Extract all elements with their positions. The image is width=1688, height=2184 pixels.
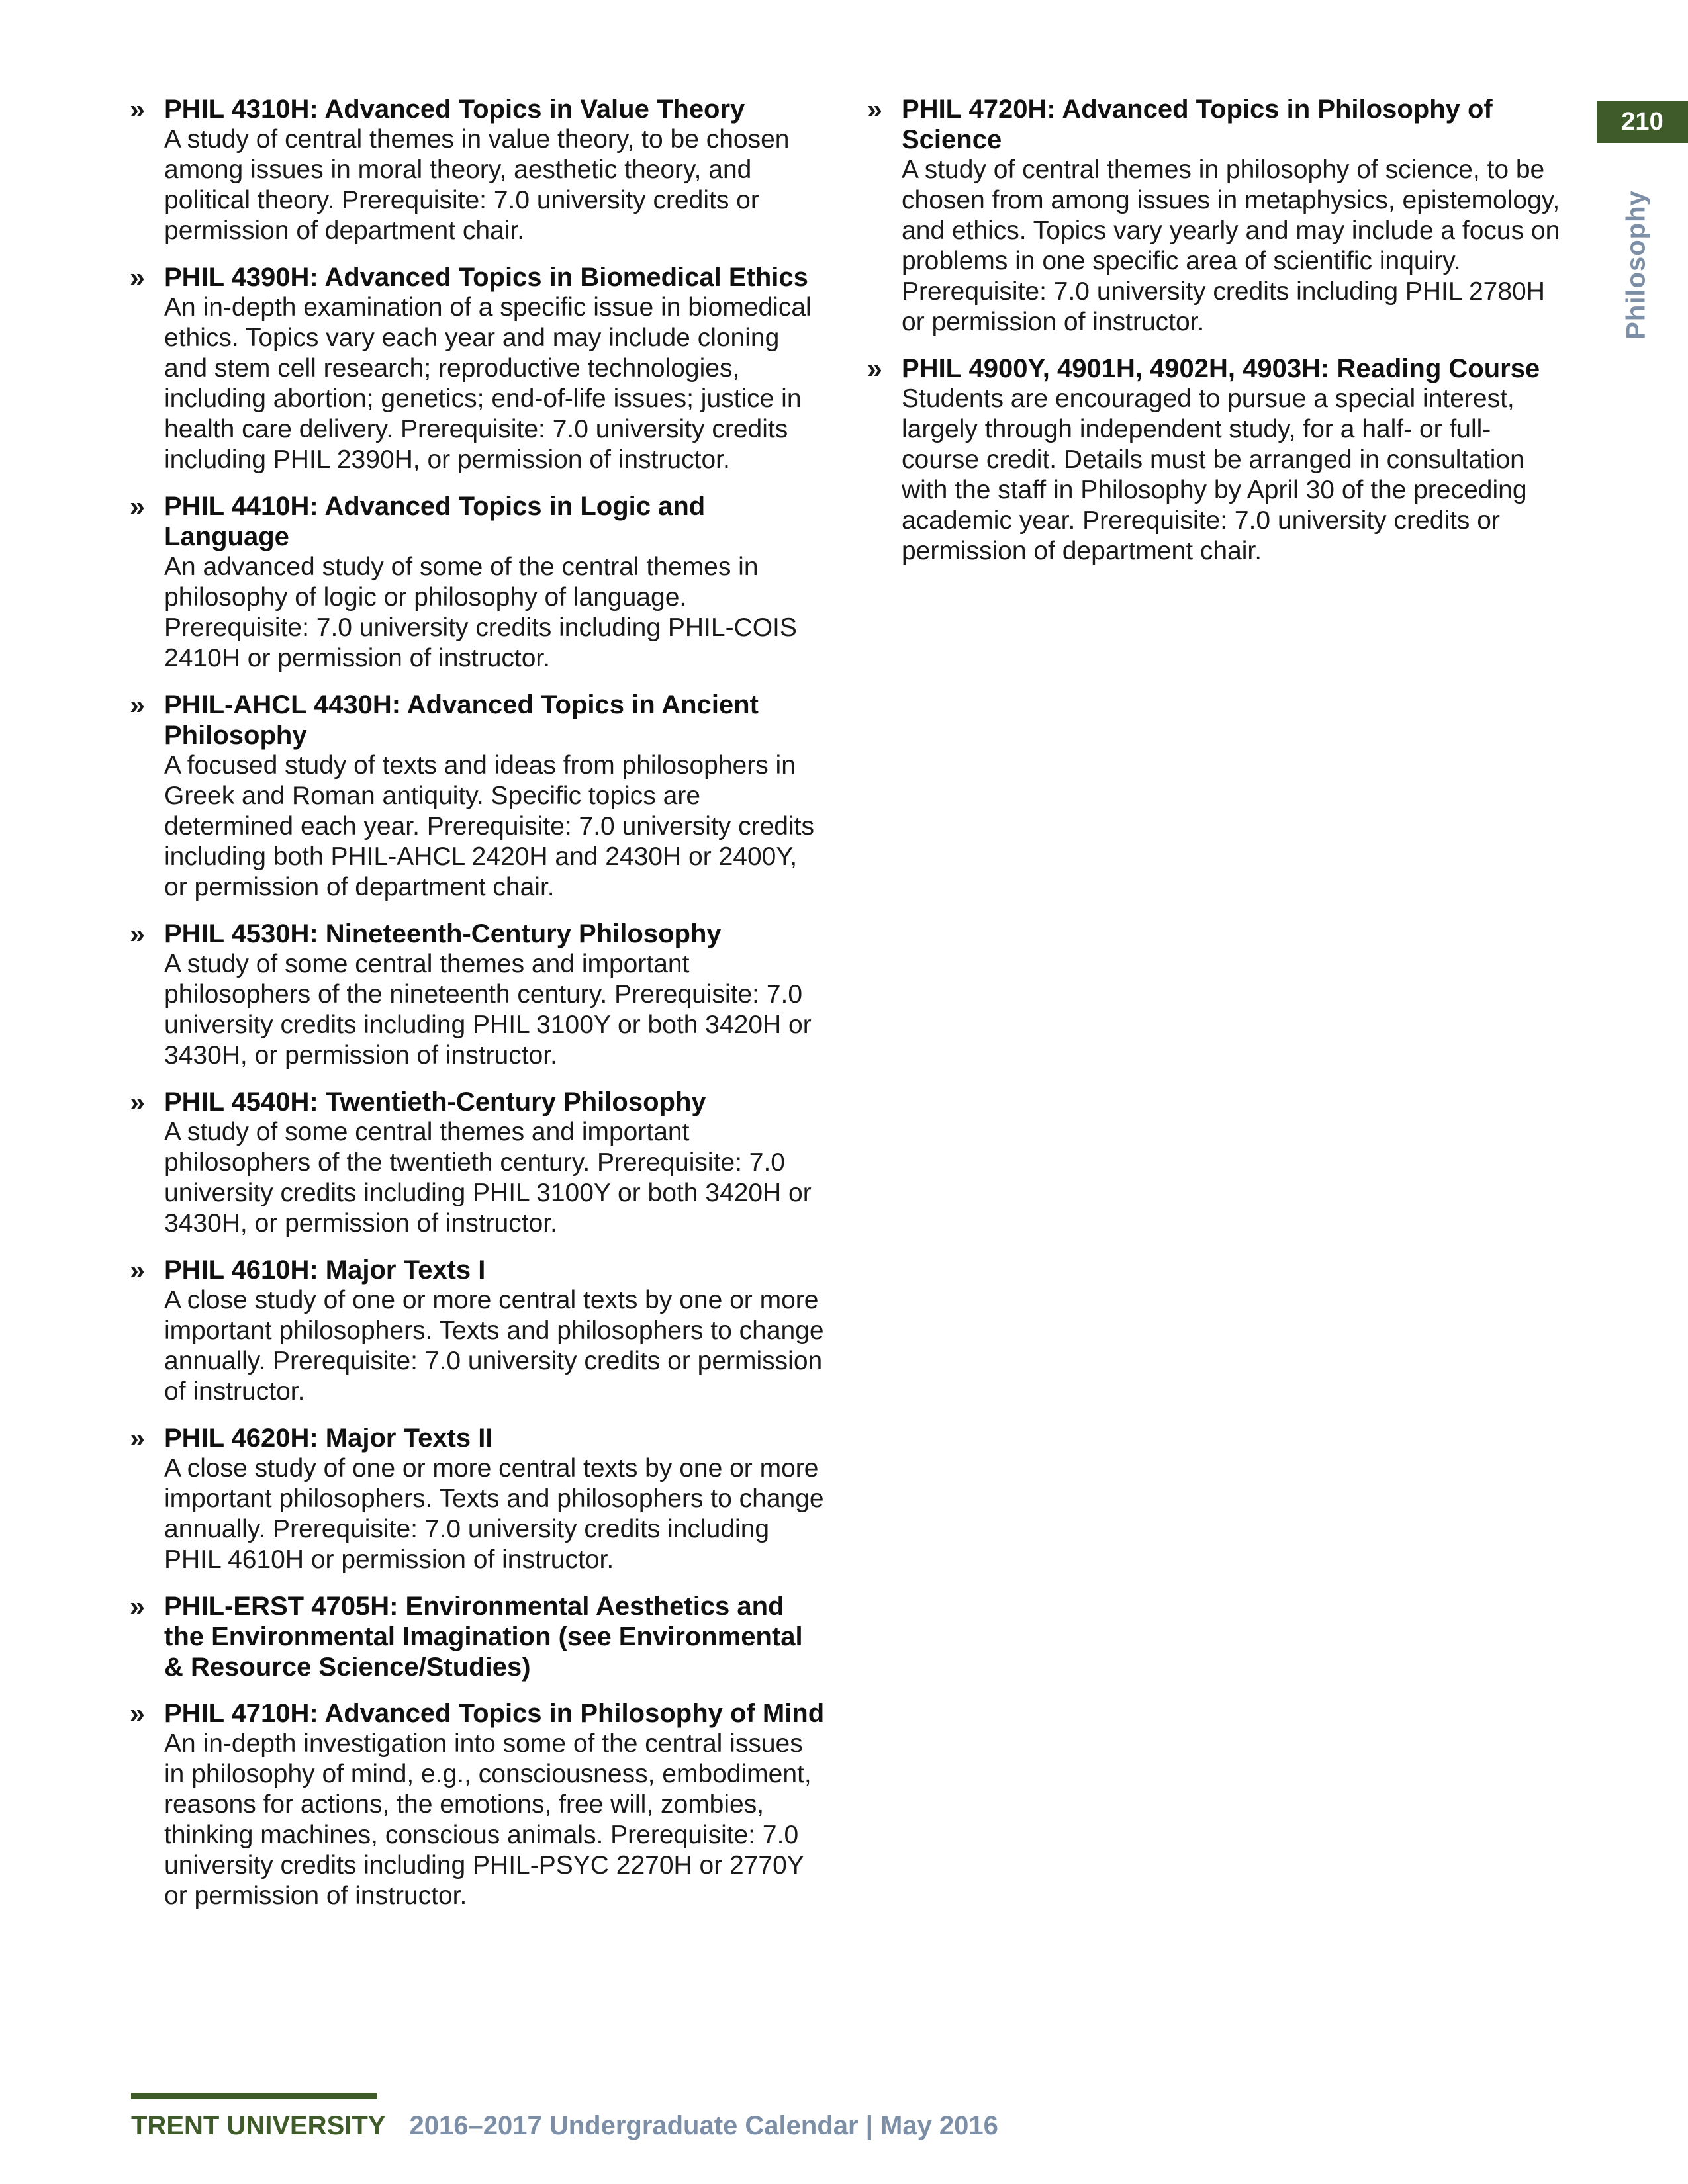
course-description: A study of central themes in philosophy of science, to be chosen from among issues in metaphysics, epistemology, and ethics. Topics vary yearly and may include a focus on problems in one specific area of scientific inquiry. Prerequisite: 7.0 university credits including PHIL 2780H or permission of instructor. [902,156,1560,336]
course-entry [130,1698,825,1911]
course-title: PHIL 4410H: Advanced Topics in Logic and Language [164,492,706,551]
course-description: A focused study of texts and ideas from philosophers in Greek and Roman antiquity. Specific topics are determined each year. Prerequisite: 7.0 university credits including both PHIL-AHCL 2420H and 2430H or 2400Y, or permission of department chair. [164,751,814,901]
course-entry [867,353,1562,567]
bullet-marker: » [867,94,882,124]
course-description: A study of some central themes and important philosophers of the twentieth century. Prerequisite: 7.0 university credits including PHIL 3100Y or both 3420H or 3430H, or permission of instructor. [164,1118,812,1238]
course-description: Students are encouraged to pursue a special interest, largely through independent study, for a half- or full-course credit. Details must be arranged in consultation with the staff in Philosophy by April 30 of the preceding academic year. Prerequisite: 7.0 university credits or permission of department chair. [902,385,1527,565]
bullet-marker: » [130,919,145,949]
footer-rule [131,2093,377,2099]
bullet-marker: » [130,1423,145,1453]
bullet-marker: » [130,262,145,293]
course-title: PHIL 4620H: Major Texts II [164,1424,493,1453]
course-title: PHIL 4310H: Advanced Topics in Value Theory [164,95,745,124]
course-title: PHIL 4710H: Advanced Topics in Philosophy of Mind [164,1699,825,1728]
bullet-marker: » [130,94,145,124]
bullet-marker: » [130,690,145,720]
course-description: A close study of one or more central texts by one or more important philosophers. Texts and philosophers to change annually. Prerequisite: 7.0 university credits or permission of instructor. [164,1286,824,1406]
course-title: PHIL 4720H: Advanced Topics in Philosophy of Science [902,95,1493,154]
right-column [867,94,1562,582]
footer-calendar-title: 2016–2017 Undergraduate Calendar | May 2016 [409,2111,998,2140]
bullet-marker: » [130,1087,145,1117]
footer-university-name: TRENT UNIVERSITY [131,2111,386,2140]
left-column [130,94,825,1927]
course-entry [130,690,825,903]
course-description: An advanced study of some of the central themes in philosophy of logic or philosophy of language. Prerequisite: 7.0 university credits including PHIL-COIS 2410H or permission of instructor. [164,553,797,672]
course-entry [130,94,825,246]
course-entry [130,1087,825,1239]
course-description: A study of some central themes and important philosophers of the nineteenth century. Prerequisite: 7.0 university credits including PHIL 3100Y or both 3420H or 3430H, or permission of instructor. [164,950,812,1069]
course-entry [130,1591,825,1682]
section-tab-label: Philosophy [1621,190,1651,340]
course-entry [130,1255,825,1407]
course-description: A study of central themes in value theory, to be chosen among issues in moral theory, aesthetic theory, and political theory. Prerequisite: 7.0 university credits or permission of department chair. [164,125,790,245]
course-description: An in-depth investigation into some of the central issues in philosophy of mind, e.g., consciousness, embodiment, reasons for actions, the emotions, free will, zombies, thinking machines, conscious animals. Prerequisite: 7.0 university credits including PHIL-PSYC 2270H or 2770Y or permission of instructor. [164,1729,812,1910]
course-entry [130,1423,825,1575]
page-number-badge: 210 [1597,101,1688,143]
page-footer [131,2111,998,2141]
course-title: PHIL 4390H: Advanced Topics in Biomedical Ethics [164,263,808,292]
course-title: PHIL 4610H: Major Texts I [164,1255,486,1285]
course-entry [130,262,825,475]
course-title: PHIL 4540H: Twentieth-Century Philosophy [164,1087,706,1116]
bullet-marker: » [130,1255,145,1285]
course-description: An in-depth examination of a specific issue in biomedical ethics. Topics vary each year and may include cloning and stem cell research; reproductive technologies, including abortion; genetics; end-of-life issues; justice in health care delivery. Prerequisite: 7.0 university credits including PHIL 2390H, or permission of instructor. [164,293,812,474]
course-entry [130,919,825,1071]
course-title: PHIL-ERST 4705H: Environmental Aesthetics and the Environmental Imagination (see Environmental & Resource Science/Studies) [164,1592,803,1682]
bullet-marker: » [130,491,145,522]
course-description: A close study of one or more central texts by one or more important philosophers. Texts and philosophers to change annually. Prerequisite: 7.0 university credits including PHIL 4610H or permission of instructor. [164,1454,824,1574]
bullet-marker: » [130,1698,145,1729]
bullet-marker: » [130,1591,145,1621]
course-title: PHIL 4530H: Nineteenth-Century Philosophy [164,919,722,948]
course-title: PHIL 4900Y, 4901H, 4902H, 4903H: Reading Course [902,354,1540,383]
course-entry [867,94,1562,338]
course-title: PHIL-AHCL 4430H: Advanced Topics in Ancient Philosophy [164,690,759,750]
course-entry [130,491,825,674]
bullet-marker: » [867,353,882,384]
